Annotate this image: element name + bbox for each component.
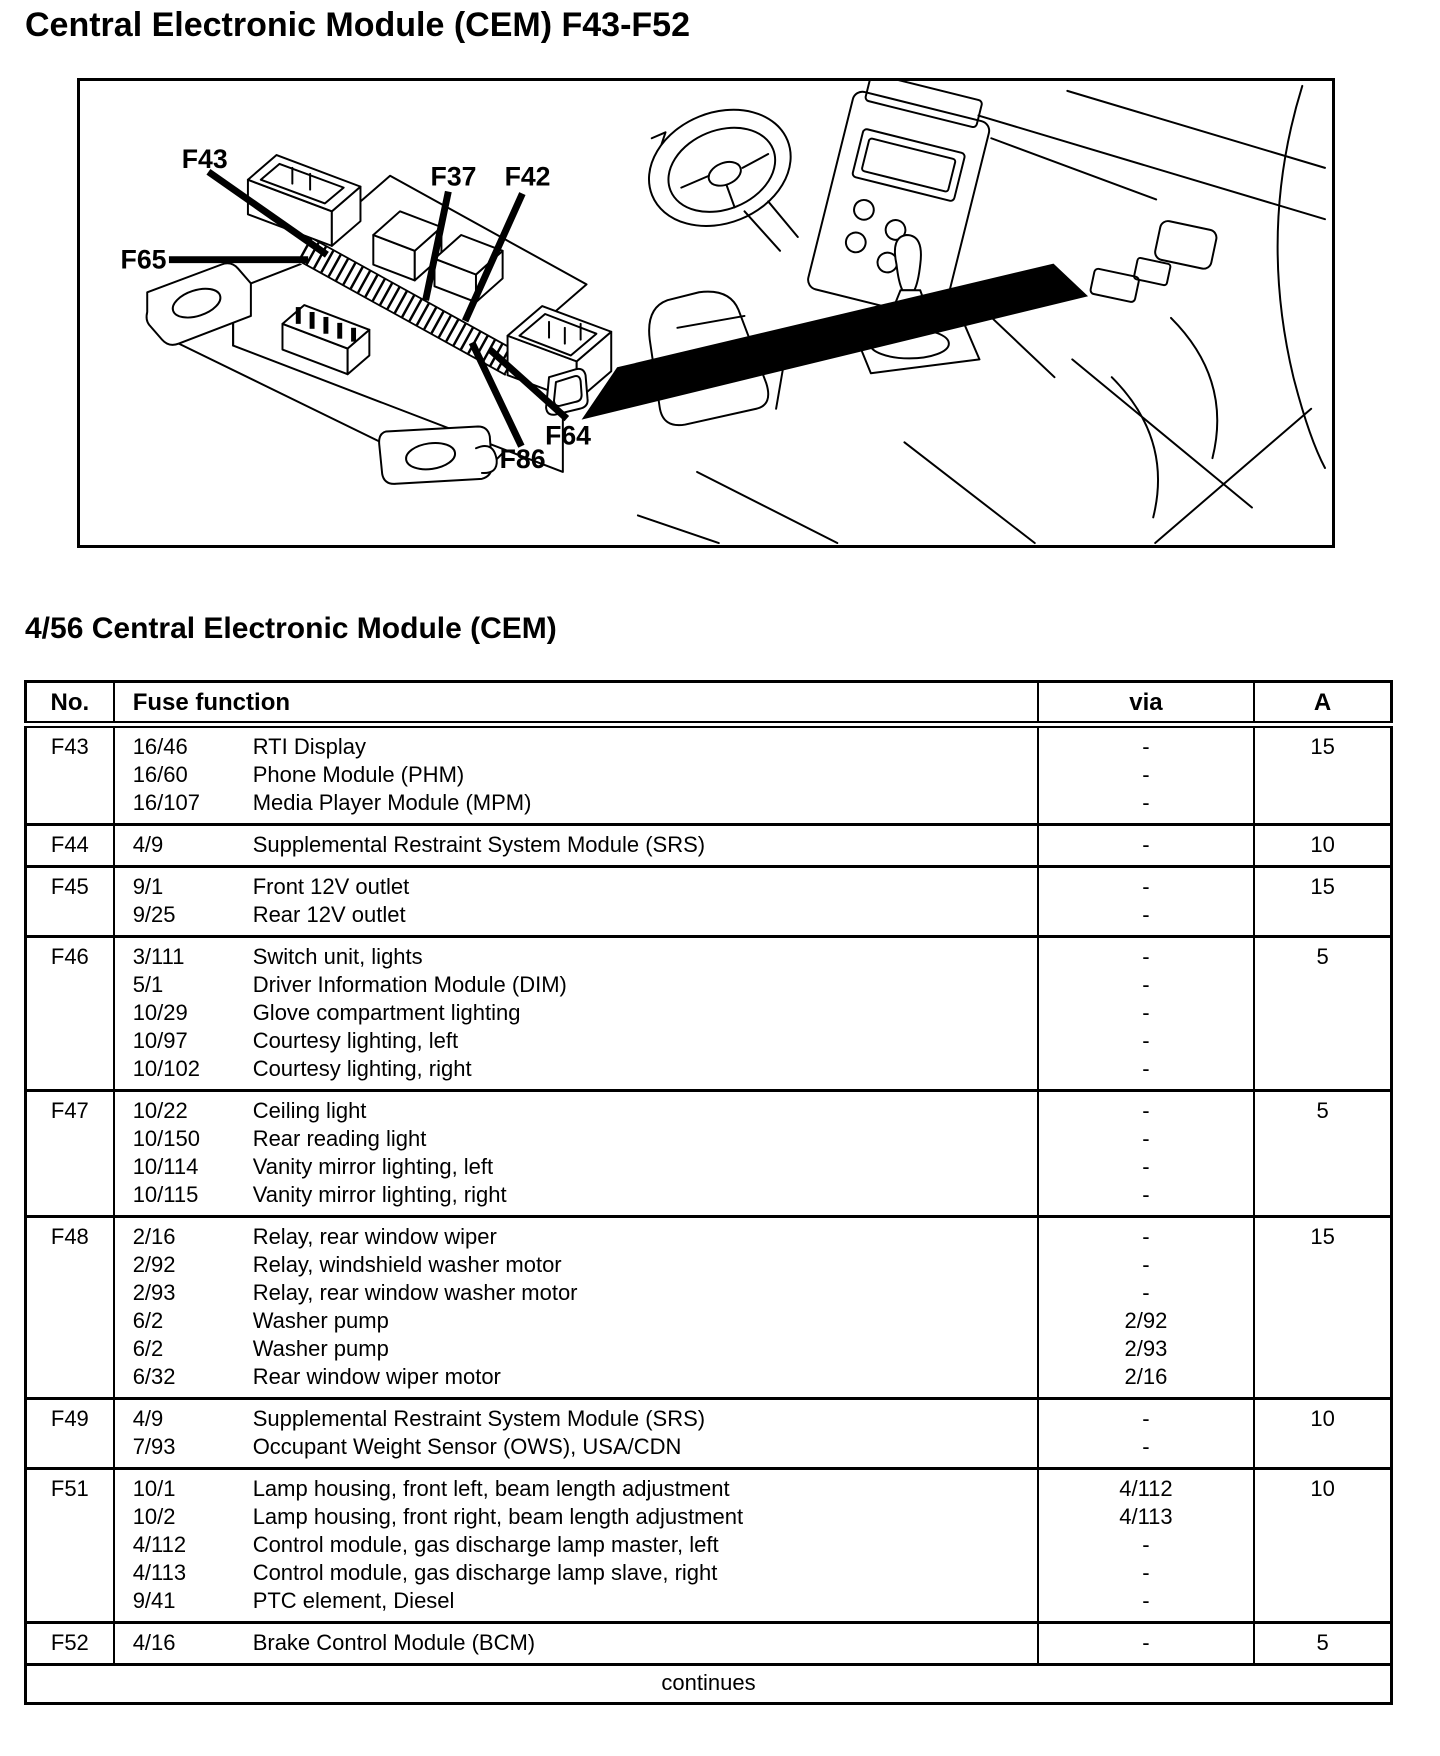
fuse-function-cell <box>114 1181 1038 1217</box>
component-description: Washer pump <box>252 1308 389 1333</box>
section-title: 4/56 Central Electronic Module (CEM) <box>25 612 557 645</box>
header-via: via <box>1038 682 1254 725</box>
component-id: 4/16 <box>132 1630 176 1655</box>
component-description: Lamp housing, front left, beam length adjustment <box>252 1476 730 1501</box>
component-id: 10/150 <box>132 1126 200 1151</box>
header-function: Fuse function <box>114 682 1038 725</box>
component-description: Media Player Module (MPM) <box>252 790 532 815</box>
fuse-function-cell <box>114 1153 1038 1181</box>
fuse-function-cell <box>114 1433 1038 1469</box>
fuse-function-cell <box>114 1055 1038 1091</box>
component-id: 4/9 <box>132 832 164 857</box>
component-id: 16/46 <box>132 734 188 759</box>
fuse-function-cell <box>114 937 1038 972</box>
diagram-label-f86: F86 <box>499 443 546 474</box>
fuse-function-cell <box>114 1091 1038 1126</box>
via-value: - <box>1038 1433 1254 1469</box>
via-value: 4/112 <box>1038 1469 1254 1504</box>
component-id: 4/113 <box>132 1560 187 1585</box>
table-row <box>26 971 1392 999</box>
header-no: No. <box>26 682 114 725</box>
component-id: 2/16 <box>132 1224 176 1249</box>
component-description: Front 12V outlet <box>252 874 410 899</box>
table-row <box>26 937 1392 972</box>
component-id: 2/92 <box>132 1252 176 1277</box>
table-row <box>26 1469 1392 1504</box>
via-value: - <box>1038 1279 1254 1307</box>
component-description: Ceiling light <box>252 1098 367 1123</box>
component-description: Driver Information Module (DIM) <box>252 972 567 997</box>
diagram-label-f64: F64 <box>545 420 591 451</box>
component-id: 10/22 <box>132 1098 188 1123</box>
via-value: - <box>1038 1125 1254 1153</box>
via-value: - <box>1038 1623 1254 1665</box>
fuse-function-cell <box>114 1469 1038 1504</box>
table-row <box>26 1399 1392 1434</box>
via-value: - <box>1038 1153 1254 1181</box>
component-description: RTI Display <box>252 734 366 759</box>
fuse-number: F43 <box>26 725 114 825</box>
via-value: - <box>1038 1559 1254 1587</box>
amps-value: 10 <box>1310 1406 1335 1431</box>
table-row <box>26 1153 1392 1181</box>
fuse-function-cell <box>114 1125 1038 1153</box>
component-description: Washer pump <box>252 1336 389 1361</box>
via-value: - <box>1038 1399 1254 1434</box>
component-description: Rear window wiper motor <box>252 1364 501 1389</box>
fuse-number: F44 <box>26 825 114 867</box>
amps-value: 10 <box>1310 832 1335 857</box>
via-value: - <box>1038 1587 1254 1623</box>
component-id: 10/29 <box>132 1000 188 1025</box>
mount-bracket-bottom <box>379 427 497 484</box>
component-description: Brake Control Module (BCM) <box>252 1630 536 1655</box>
component-id: 10/97 <box>132 1028 188 1053</box>
fuse-function-cell <box>114 1279 1038 1307</box>
table-header <box>26 682 1392 725</box>
diagram-label-f42: F42 <box>504 161 551 192</box>
fuse-function-cell <box>114 867 1038 902</box>
component-description: PTC element, Diesel <box>252 1588 455 1613</box>
component-id: 9/25 <box>132 902 176 927</box>
amps-value: 15 <box>1310 1224 1335 1249</box>
component-description: Courtesy lighting, left <box>252 1028 459 1053</box>
table-row <box>26 789 1392 825</box>
table-row <box>26 1587 1392 1623</box>
component-id: 3/111 <box>132 944 185 969</box>
via-value: - <box>1038 1217 1254 1252</box>
via-value: - <box>1038 937 1254 972</box>
fuse-function-cell <box>114 1531 1038 1559</box>
dash-end-connector <box>1090 220 1218 303</box>
table-row <box>26 1027 1392 1055</box>
component-id: 6/2 <box>132 1336 164 1361</box>
fuse-function-cell <box>114 825 1038 867</box>
fuse-number: F49 <box>26 1399 114 1469</box>
component-id: 7/93 <box>132 1434 176 1459</box>
fuse-function-cell <box>114 1587 1038 1623</box>
table-row <box>26 1531 1392 1559</box>
component-description: Relay, rear window washer motor <box>252 1280 578 1305</box>
table-row <box>26 1217 1392 1252</box>
table-row <box>26 761 1392 789</box>
via-value: - <box>1038 971 1254 999</box>
fuse-table-container <box>24 680 1393 1705</box>
table-row <box>26 901 1392 937</box>
component-id: 4/9 <box>132 1406 164 1431</box>
fuse-number: F45 <box>26 867 114 937</box>
via-value: 4/113 <box>1038 1503 1254 1531</box>
via-value: - <box>1038 901 1254 937</box>
table-row <box>26 1091 1392 1126</box>
component-description: Glove compartment lighting <box>252 1000 521 1025</box>
fuse-group-F48 <box>26 1217 1392 1399</box>
via-value: 2/16 <box>1038 1363 1254 1399</box>
component-description: Supplemental Restraint System Module (SRS) <box>252 1406 706 1431</box>
via-value: - <box>1038 1091 1254 1126</box>
fuse-function-cell <box>114 1559 1038 1587</box>
fuse-function-cell <box>114 901 1038 937</box>
component-id: 16/60 <box>132 762 188 787</box>
table-row <box>26 1623 1392 1665</box>
component-id: 10/114 <box>132 1154 199 1179</box>
via-value: - <box>1038 1181 1254 1217</box>
table-row <box>26 825 1392 867</box>
fuse-group-F49 <box>26 1399 1392 1469</box>
fuse-function-cell <box>114 1363 1038 1399</box>
table-row <box>26 1559 1392 1587</box>
fuse-group-F51 <box>26 1469 1392 1623</box>
component-description: Relay, rear window wiper <box>252 1224 497 1249</box>
fuse-function-cell <box>114 761 1038 789</box>
fuse-number: F46 <box>26 937 114 1091</box>
component-id: 6/2 <box>132 1308 164 1333</box>
component-id: 5/1 <box>132 972 164 997</box>
fuse-function-cell <box>114 1217 1038 1252</box>
amps-value: 10 <box>1310 1476 1335 1501</box>
component-description: Vanity mirror lighting, left <box>252 1154 494 1179</box>
component-description: Supplemental Restraint System Module (SRS) <box>252 832 706 857</box>
header-amps: A <box>1254 682 1391 725</box>
component-id: 4/112 <box>132 1532 187 1557</box>
table-row <box>26 1251 1392 1279</box>
fuse-group-F52 <box>26 1623 1392 1665</box>
via-value: - <box>1038 725 1254 762</box>
component-id: 10/1 <box>132 1476 176 1501</box>
via-value: - <box>1038 789 1254 825</box>
component-description: Courtesy lighting, right <box>252 1056 472 1081</box>
location-diagram <box>77 78 1335 548</box>
table-row <box>26 1433 1392 1469</box>
component-id: 9/41 <box>132 1588 176 1613</box>
fuse-function-cell <box>114 971 1038 999</box>
fuse-group-F44 <box>26 825 1392 867</box>
amps-value: 5 <box>1316 1098 1329 1123</box>
fuse-function-cell <box>114 1399 1038 1434</box>
component-description: Control module, gas discharge lamp master, left <box>252 1532 719 1557</box>
table-row <box>26 1307 1392 1335</box>
table-row <box>26 867 1392 902</box>
component-description: Control module, gas discharge lamp slave, right <box>252 1560 718 1585</box>
via-value: - <box>1038 825 1254 867</box>
continues-note: continues <box>26 1665 1392 1704</box>
table-row <box>26 1125 1392 1153</box>
amps-value: 5 <box>1316 944 1329 969</box>
table-row <box>26 999 1392 1027</box>
cem-location-illustration <box>80 81 1332 545</box>
component-description: Relay, windshield washer motor <box>252 1252 562 1277</box>
component-description: Rear 12V outlet <box>252 902 406 927</box>
via-value: - <box>1038 761 1254 789</box>
fuse-number: F47 <box>26 1091 114 1217</box>
component-description: Rear reading light <box>252 1126 427 1151</box>
via-value: - <box>1038 999 1254 1027</box>
component-description: Phone Module (PHM) <box>252 762 465 787</box>
table-row <box>26 1335 1392 1363</box>
fuse-function-cell <box>114 789 1038 825</box>
component-id: 6/32 <box>132 1364 176 1389</box>
component-id: 10/102 <box>132 1056 200 1081</box>
fuse-group-F43 <box>26 725 1392 825</box>
fuse-function-cell <box>114 1251 1038 1279</box>
component-description: Switch unit, lights <box>252 944 423 969</box>
table-row <box>26 1055 1392 1091</box>
fuse-table <box>24 680 1393 1705</box>
fuse-function-cell <box>114 725 1038 762</box>
fuse-group-F45 <box>26 867 1392 937</box>
fuse-function-cell <box>114 1503 1038 1531</box>
fuse-group-F46 <box>26 937 1392 1091</box>
component-description: Occupant Weight Sensor (OWS), USA/CDN <box>252 1434 682 1459</box>
table-row <box>26 1181 1392 1217</box>
fuse-function-cell <box>114 999 1038 1027</box>
table-row <box>26 725 1392 762</box>
table-row <box>26 1279 1392 1307</box>
component-id: 16/107 <box>132 790 200 815</box>
table-footer <box>26 1665 1392 1704</box>
table-row <box>26 1363 1392 1399</box>
fuse-number: F51 <box>26 1469 114 1623</box>
component-description: Vanity mirror lighting, right <box>252 1182 507 1207</box>
fuse-number: F48 <box>26 1217 114 1399</box>
fuse-function-cell <box>114 1335 1038 1363</box>
connector-block-a <box>248 155 361 246</box>
amps-value: 15 <box>1310 874 1335 899</box>
diagram-label-f65: F65 <box>120 244 167 275</box>
diagram-label-f37: F37 <box>430 161 477 192</box>
fuse-group-F47 <box>26 1091 1392 1217</box>
via-value: 2/93 <box>1038 1335 1254 1363</box>
amps-value: 15 <box>1310 734 1335 759</box>
via-value: - <box>1038 1027 1254 1055</box>
component-id: 9/1 <box>132 874 164 899</box>
fuse-function-cell <box>114 1027 1038 1055</box>
component-id: 2/93 <box>132 1280 176 1305</box>
fusebox-drawing <box>147 155 612 484</box>
table-footer-row <box>26 1665 1392 1704</box>
component-description: Lamp housing, front right, beam length adjustment <box>252 1504 744 1529</box>
via-value: - <box>1038 1055 1254 1091</box>
via-value: - <box>1038 867 1254 902</box>
steering-wheel <box>631 89 808 251</box>
page-title: Central Electronic Module (CEM) F43-F52 <box>25 6 690 44</box>
via-value: 2/92 <box>1038 1307 1254 1335</box>
component-id: 10/115 <box>132 1182 199 1207</box>
fuse-number: F52 <box>26 1623 114 1665</box>
diagram-label-f43: F43 <box>181 143 228 174</box>
via-value: - <box>1038 1251 1254 1279</box>
locator-arrow <box>582 264 1088 420</box>
table-header-row <box>26 682 1392 725</box>
fuse-function-cell <box>114 1623 1038 1665</box>
via-value: - <box>1038 1531 1254 1559</box>
amps-value: 5 <box>1316 1630 1329 1655</box>
fuse-function-cell <box>114 1307 1038 1335</box>
component-id: 10/2 <box>132 1504 176 1529</box>
table-row <box>26 1503 1392 1531</box>
